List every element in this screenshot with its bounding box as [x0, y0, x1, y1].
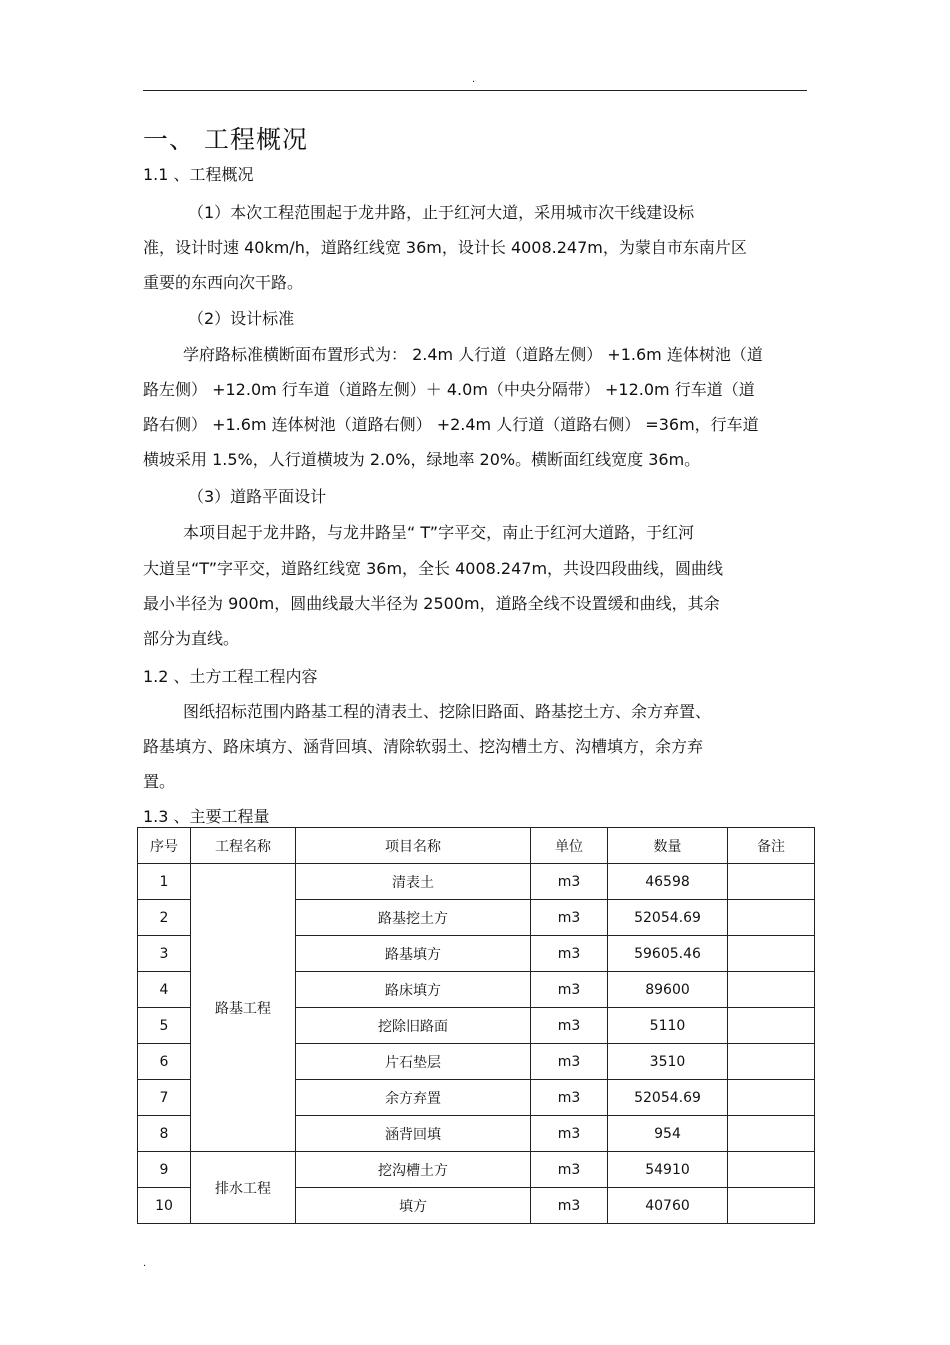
cell-index: 1 — [138, 864, 191, 900]
section-1-1-heading: 1.1 、工程概况 — [143, 165, 254, 184]
cell-item: 挖沟槽土方 — [296, 1152, 531, 1188]
cell-index: 3 — [138, 936, 191, 972]
cell-quantity: 5110 — [608, 1008, 728, 1044]
header-item-name: 项目名称 — [296, 828, 531, 864]
header-rule — [143, 90, 807, 91]
paragraph-2-line-3: 路右侧） +1.6m 连体树池（道路右侧） +2.4m 人行道（道路右侧） =36m，行车道 — [143, 415, 759, 434]
cell-index: 2 — [138, 900, 191, 936]
header-unit: 单位 — [531, 828, 608, 864]
cell-remark — [728, 900, 815, 936]
cell-index: 6 — [138, 1044, 191, 1080]
cell-quantity: 52054.69 — [608, 900, 728, 936]
cell-item: 挖除旧路面 — [296, 1008, 531, 1044]
paragraph-2-title: （2）设计标准 — [188, 309, 295, 328]
cell-quantity: 52054.69 — [608, 1080, 728, 1116]
cell-remark — [728, 1044, 815, 1080]
cell-remark — [728, 864, 815, 900]
paragraph-4-line-2: 路基填方、路床填方、涵背回填、清除软弱土、挖沟槽土方、沟槽填方，余方弃 — [143, 737, 704, 756]
cell-item: 清表土 — [296, 864, 531, 900]
paragraph-1-line-2: 准，设计时速 40km/h，道路红线宽 36m，设计长 4008.247m，为蒙自市东南片区 — [143, 238, 747, 257]
header-index: 序号 — [138, 828, 191, 864]
paragraph-3-title: （3）道路平面设计 — [188, 487, 327, 506]
cell-quantity: 3510 — [608, 1044, 728, 1080]
cell-item: 路床填方 — [296, 972, 531, 1008]
table-row — [138, 864, 815, 900]
quantities-table — [137, 827, 815, 1224]
page-title: 一、 工程概况 — [143, 125, 308, 154]
cell-quantity: 59605.46 — [608, 936, 728, 972]
cell-remark — [728, 1116, 815, 1152]
cell-remark — [728, 936, 815, 972]
cell-unit: m3 — [531, 900, 608, 936]
header-mark: . — [472, 74, 476, 85]
cell-quantity: 46598 — [608, 864, 728, 900]
group-roadbed: 路基工程 — [191, 864, 296, 1152]
cell-index: 7 — [138, 1080, 191, 1116]
paragraph-2-line-1: 学府路标准横断面布置形式为： 2.4m 人行道（道路左侧） +1.6m 连体树池（道 — [183, 345, 763, 364]
header-work-name: 工程名称 — [191, 828, 296, 864]
cell-index: 8 — [138, 1116, 191, 1152]
cell-remark — [728, 1008, 815, 1044]
paragraph-4-line-1: 图纸招标范围内路基工程的清表土、挖除旧路面、路基挖土方、余方弃置、 — [183, 702, 712, 721]
cell-item: 余方弃置 — [296, 1080, 531, 1116]
cell-remark — [728, 972, 815, 1008]
section-1-3-heading: 1.3 、主要工程量 — [143, 807, 270, 826]
cell-remark — [728, 1188, 815, 1224]
cell-index: 5 — [138, 1008, 191, 1044]
cell-quantity: 954 — [608, 1116, 728, 1152]
cell-item: 填方 — [296, 1188, 531, 1224]
cell-unit: m3 — [531, 1188, 608, 1224]
paragraph-1-line-3: 重要的东西向次干路。 — [143, 273, 304, 292]
cell-unit: m3 — [531, 972, 608, 1008]
paragraph-4-line-3: 置。 — [143, 772, 176, 791]
cell-remark — [728, 1152, 815, 1188]
cell-quantity: 40760 — [608, 1188, 728, 1224]
cell-item: 片石垫层 — [296, 1044, 531, 1080]
cell-unit: m3 — [531, 1080, 608, 1116]
cell-quantity: 89600 — [608, 972, 728, 1008]
cell-quantity: 54910 — [608, 1152, 728, 1188]
cell-unit: m3 — [531, 1008, 608, 1044]
paragraph-2-line-4: 横坡采用 1.5%，人行道横坡为 2.0%，绿地率 20%。横断面红线宽度 36m。 — [143, 450, 701, 469]
table-header-row — [138, 828, 815, 864]
table-row — [138, 1152, 815, 1188]
cell-unit: m3 — [531, 1152, 608, 1188]
cell-remark — [728, 1080, 815, 1116]
header-remark: 备注 — [728, 828, 815, 864]
cell-unit: m3 — [531, 1116, 608, 1152]
cell-index: 10 — [138, 1188, 191, 1224]
cell-unit: m3 — [531, 936, 608, 972]
cell-item: 涵背回填 — [296, 1116, 531, 1152]
group-drainage: 排水工程 — [191, 1152, 296, 1224]
header-quantity: 数量 — [608, 828, 728, 864]
cell-unit: m3 — [531, 1044, 608, 1080]
paragraph-1-line-1: （1）本次工程范围起于龙井路，止于红河大道，采用城市次干线建设标 — [188, 203, 695, 222]
paragraph-3-line-4: 部分为直线。 — [143, 629, 240, 648]
paragraph-2-line-2: 路左侧） +12.0m 行车道（道路左侧）＋ 4.0m（中央分隔带） +12.0m 行车道（道 — [143, 380, 755, 399]
paragraph-3-line-3: 最小半径为 900m，圆曲线最大半径为 2500m，道路全线不设置缓和曲线，其余 — [143, 594, 720, 613]
paragraph-3-line-1: 本项目起于龙井路，与龙井路呈“ T”字平交，南止于红河大道路，于红河 — [183, 523, 695, 542]
cell-index: 9 — [138, 1152, 191, 1188]
section-1-2-heading: 1.2 、土方工程工程内容 — [143, 667, 318, 686]
cell-item: 路基挖土方 — [296, 900, 531, 936]
footer-mark: . — [143, 1258, 147, 1269]
paragraph-3-line-2: 大道呈“T”字平交，道路红线宽 36m，全长 4008.247m，共设四段曲线，圆曲线 — [143, 559, 724, 578]
cell-index: 4 — [138, 972, 191, 1008]
cell-item: 路基填方 — [296, 936, 531, 972]
cell-unit: m3 — [531, 864, 608, 900]
